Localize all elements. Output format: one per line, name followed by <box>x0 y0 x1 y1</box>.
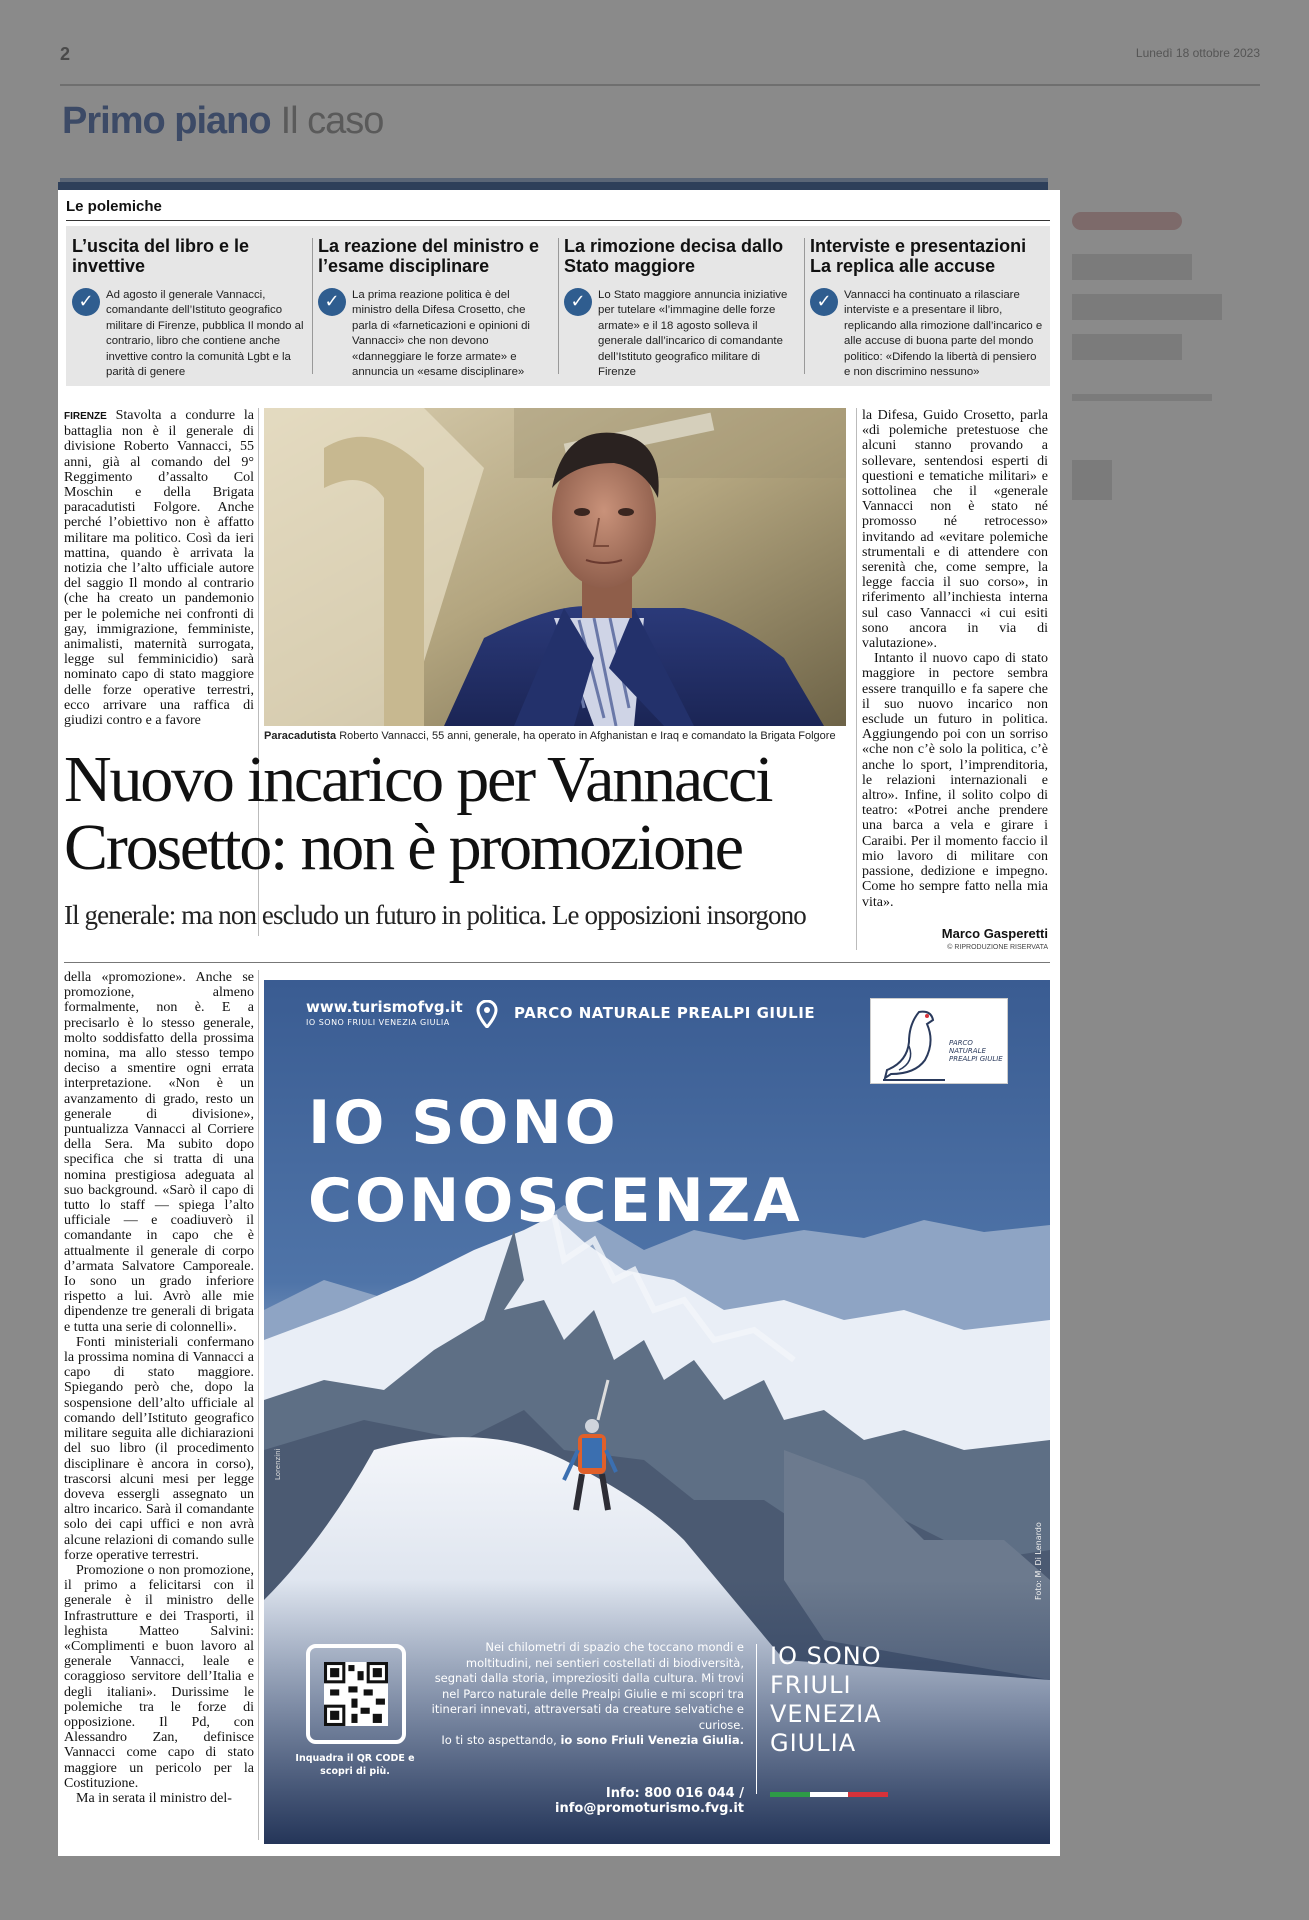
page-number: 2 <box>60 44 71 64</box>
header-rule <box>60 84 1260 86</box>
brand-line: GIULIA <box>770 1729 857 1757</box>
article-standfirst: Il generale: ma non escludo un futuro in politica. Le opposizioni insorgono <box>64 900 806 930</box>
ad-headline <box>308 1084 803 1240</box>
sheet-top-bar <box>58 182 1048 190</box>
ad-headline-line-2: CONOSCENZA <box>308 1166 803 1236</box>
timeline-panel <box>66 226 1050 386</box>
panel-divider <box>558 238 559 374</box>
headline-rule <box>64 962 1050 963</box>
adjacent-article-faded <box>1068 200 1268 1840</box>
photo-credit: Foto: M. Di Lenardo <box>1034 1522 1043 1600</box>
flag-red <box>848 1792 888 1797</box>
italian-flag-stripe <box>770 1792 888 1797</box>
ad-contact-info[interactable]: Info: 800 016 044 / info@promoturismo.fvg.it <box>555 1786 744 1816</box>
article-headline <box>64 743 854 884</box>
timeline-item <box>72 236 312 379</box>
column-paragraph: Ma in serata il ministro del- <box>76 1790 232 1806</box>
article-sheet <box>58 190 1060 1856</box>
photo-credit-left: Lorenzini <box>274 1448 282 1480</box>
ad-copy-text: Nei chilometri di spazio che toccano mondi e moltitudini, nei sentieri costellati di biodiversità, segnati dalla storia, impreziositi dalla cultura. Mi trovi nel Parco naturale delle Prealpi Giulie e mi scopri tra itinerari innevati, attraversati da creature selvatiche e curiose. <box>431 1640 744 1732</box>
caption-text: Roberto Vannacci, 55 anni, generale, ha operato in Afghanistan e Iraq e comandato la Brigata Folgore <box>339 730 836 742</box>
photo-caption <box>264 730 848 742</box>
checkmark-icon: ✓ <box>564 288 592 316</box>
portrait-photo <box>264 408 846 726</box>
ad-brand-logo <box>770 1642 882 1758</box>
tourism-advertisement[interactable] <box>264 980 1050 1844</box>
checkmark-icon: ✓ <box>72 288 100 316</box>
timeline-text: Lo Stato maggiore annuncia iniziative per tutelare «l’immagine delle forze armate» e il 18 agosto solleva il generale dall’incarico di comandante dell’Istituto geografico militare di Firenze <box>598 289 788 379</box>
ad-body-copy <box>424 1640 744 1749</box>
article-column-3 <box>862 408 1048 910</box>
panel-divider <box>804 238 805 374</box>
section-title <box>62 100 383 143</box>
headline-line-2: Crosetto: non è promozione <box>64 811 742 884</box>
brand-line: IO SONO <box>770 1642 882 1670</box>
timeline-title: Interviste e presentazioni La replica alle accuse <box>810 236 1027 276</box>
flag-green <box>770 1792 810 1797</box>
adjacent-tag <box>1072 212 1182 230</box>
timeline-item <box>564 236 804 379</box>
section-name: Primo piano <box>62 100 271 142</box>
bird-logo-icon <box>879 1002 949 1082</box>
timeline-title: L’uscita del libro e le invettive <box>72 236 250 276</box>
brand-line: VENEZIA <box>770 1700 882 1728</box>
section-subtitle: Il caso <box>280 100 384 142</box>
ad-website[interactable]: www.turismofvg.it <box>306 998 463 1016</box>
location-pin-icon <box>476 1000 498 1028</box>
page-header <box>60 40 1260 80</box>
caption-label: Paracadutista <box>264 730 337 742</box>
column-paragraph: della «promozione». Anche se promozione, almeno formalmente, non è. E a precisarlo è lo stesso generale, molto soddisfatto della prossima nomina, ma allo stesso tempo deciso a smentire ogni errata interpretazione. «Non è un avanzamento di grado, resto un generale di divisione», puntualizza Vannacci al Corriere della Sera. Ma subito dopo specifica che si tratta di una nomina prestigiosa adeguata al suo background. «Sarò il capo di tutto lo staff — spiega l’alto ufficiale — e coadiuverò il comandante in capo che è attualmente il generale di corpo d’armata Salvatore Camporeale. Io sono un grado inferiore rispetto a lui. Avrò alle mie dipendenze tre generali di brigata e tutta una serie di colonnelli». <box>64 970 254 1335</box>
qr-code-caption: Inquadra il QR CODE e scopri di più. <box>295 1753 415 1777</box>
timeline-text: La prima reazione politica è del ministro della Difesa Crosetto, che parla di «farneticazioni e opinioni di Vannacci» che non devono «danneggiare le forze armate» e annuncia un «esame disciplinare» <box>352 289 530 379</box>
headline-line-1: Nuovo incarico per Vannacci <box>64 743 772 816</box>
article-column-1 <box>64 408 254 728</box>
kicker: Le polemiche <box>66 198 162 215</box>
qr-code[interactable] <box>306 1644 406 1744</box>
timeline-title: La rimozione decisa dallo Stato maggiore <box>564 236 784 276</box>
ad-park-name: PARCO NATURALE PREALPI GIULIE <box>514 1004 816 1022</box>
timeline-text: Ad agosto il generale Vannacci, comandante dell’Istituto geografico militare di Firenze, pubblica Il mondo al contrario, libro che contiene anche invettive contro la comunità Lgbt e la parità di genere <box>106 289 304 379</box>
brand-line: FRIULI <box>770 1671 852 1699</box>
ad-copy-bold: io sono Friuli Venezia Giulia. <box>560 1733 744 1747</box>
kicker-rule <box>66 220 1050 221</box>
author-name: Marco Gasperetti <box>941 926 1048 941</box>
timeline-text: Vannacci ha continuato a rilasciare interviste e a presentare il libro, replicando alla rimozione dall’incarico e alle accuse di buona parte del mondo politico: «Difendo la libertà di pensiero e non discrimino nessuno» <box>844 289 1043 379</box>
park-logo <box>870 998 1008 1084</box>
timeline-item <box>810 236 1050 379</box>
timeline-item <box>318 236 558 379</box>
park-logo-text: PARCO NATURALE PREALPI GIULIE <box>949 1039 1003 1063</box>
timeline-title: La reazione del ministro e l’esame disciplinare <box>318 236 540 276</box>
ad-copy-end: Io ti sto aspettando, <box>441 1733 557 1747</box>
article-column-1-continued <box>64 970 254 1806</box>
dateline: FIRENZE <box>64 411 107 422</box>
column-paragraph: la Difesa, Guido Crosetto, parla «di polemiche pretestuose che alcuni stanno provando a sollevare, sentendosi esperti di questioni e tematiche militari» e sottolinea che il «generale Vannacci non è stato né promosso né retrocesso» invitando ad «evitare polemiche strumentali e di attendere con serenità che, come sempre, la legge faccia il suo corso», in riferimento all’inchiesta interna sul caso Vannacci «i cui esiti sono ancora in via di valutazione». <box>862 408 1048 652</box>
portrait-photo-image <box>264 408 846 726</box>
checkmark-icon: ✓ <box>810 288 838 316</box>
qr-code-icon <box>324 1662 388 1726</box>
ad-headline-line-1: IO SONO <box>308 1088 619 1158</box>
page-date: Lunedì 18 ottobre 2023 <box>1135 46 1260 60</box>
flag-white <box>810 1792 848 1797</box>
column-paragraph: Promozione o non promozione, il primo a felicitarsi con il generale è il ministro delle Infrastrutture e dei Trasporti, il leghista Matteo Salvini: «Complimenti e buon lavoro al generale Vannacci, leale e coraggioso servitore dell’Italia e degli italiani». Durissime le polemiche tra le forze di opposizione. Il Pd, con Alessandro Zan, definisce Vannacci come capo di stato maggiore un pericolo per la Costituzione. <box>64 1562 254 1791</box>
column-text: Stavolta a condurre la battaglia non è il generale di divisione Roberto Vannacci, 55 anni, già al comando del 9° Reggimento d’assalto Col Moschin e della Brigata paracadutisti Folgore. Anche perché l’obiettivo non è affatto militare ma politico. Così da ieri mattina, quando è arrivata la notizia che l’alto ufficiale autore del saggio Il mondo al contrario (che ha creato un pandemonio per le polemiche nei confronti di gay, immigrazione, femministe, animalisti, maternità surrogata, legge sul femminicidio) sarà nominato capo di stato maggiore delle forze operative terrestri, ecco arrivare una raffica di giudizi contro e a favore <box>64 408 255 729</box>
ad-website-subtitle: IO SONO FRIULI VENEZIA GIULIA <box>306 1018 450 1027</box>
column-paragraph: Fonti ministeriali confermano la prossima nomina di Vannacci a capo di stato maggiore. Spiegando però che, dopo la sospensione dell’alto ufficiale al comando dell’Istituto geografico militare seguita alle dichiarazioni del suo libro (il procedimento disciplinare è ancora in corso), trascorsi alcuni mesi per legge doveva essergli assegnato un altro incarico. Sarà il comandante solo dei capi uffici e non avrà alcune relazioni di comando sulle forze operative terrestri. <box>64 1334 254 1563</box>
checkmark-icon: ✓ <box>318 288 346 316</box>
ad-divider <box>756 1644 757 1794</box>
column-paragraph: Intanto il nuovo capo di stato maggiore in pectore sembra essere tranquillo e fa sapere che il suo nuovo incarico non esclude un futuro in politica. Aggiungendo poi con un sorriso «che non c’è solo la politica, c’è anche lo sport, l’imprenditoria, le relazioni internazionali e altro». Infine, il solito colpo di teatro: «Potrei anche prendere una barca a vela e girare i Caraibi. Per il momento faccio il mio lavoro di militare con passione, dedizione e impegno. Come ho sempre fatto nella mia vita». <box>862 651 1048 910</box>
panel-divider <box>312 238 313 374</box>
copyright-note: © RIPRODUZIONE RISERVATA <box>947 944 1048 951</box>
